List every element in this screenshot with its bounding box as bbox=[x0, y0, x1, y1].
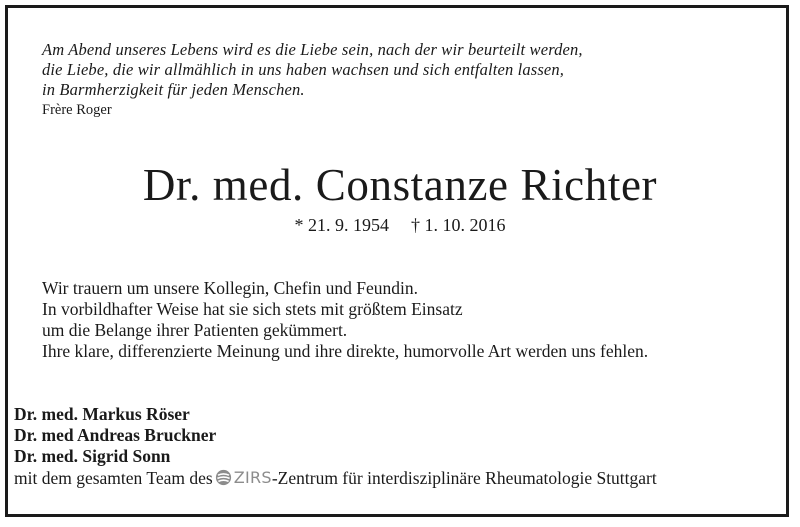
condolence-message bbox=[42, 278, 648, 362]
quote-line: in Barmherzigkeit für jeden Menschen. bbox=[42, 80, 305, 99]
message-line: Ihre klare, differenzierte Meinung und ihre direkte, humorvolle Art werden uns fehlen. bbox=[42, 341, 649, 361]
signer-name: Dr. med. Markus Röser bbox=[14, 404, 190, 424]
quote-line: die Liebe, die wir allmählich in uns haben wachsen und sich entfalten lassen, bbox=[42, 60, 565, 79]
quote-author: Frère Roger bbox=[42, 102, 112, 118]
message-line: Wir trauern um unsere Kollegin, Chefin und Feundin. bbox=[42, 278, 418, 298]
message-line: um die Belange ihrer Patienten gekümmert. bbox=[42, 320, 348, 340]
signers-list bbox=[14, 404, 216, 467]
death-date: † 1. 10. 2016 bbox=[411, 215, 506, 235]
deceased-name: Dr. med. Constanze Richter bbox=[142, 160, 658, 210]
birth-date: * 21. 9. 1954 bbox=[294, 215, 389, 235]
quote bbox=[42, 40, 583, 100]
message-line: In vorbildhafter Weise hat sie sich stets mit größtem Einsatz bbox=[42, 299, 463, 319]
signer-name: Dr. med Andreas Bruckner bbox=[14, 425, 217, 445]
quote-line: Am Abend unseres Lebens wird es die Liebe sein, nach der wir beurteilt werden, bbox=[42, 40, 583, 59]
team-prefix: mit dem gesamten Team des bbox=[14, 468, 213, 488]
zirs-logo bbox=[213, 467, 272, 488]
signer-name: Dr. med. Sigrid Sonn bbox=[14, 446, 171, 466]
zirs-logo-icon bbox=[215, 469, 232, 486]
team-line bbox=[14, 467, 657, 489]
team-suffix: -Zentrum für interdisziplinäre Rheumatologie Stuttgart bbox=[271, 468, 657, 488]
zirs-logo-text: ZIRS bbox=[233, 468, 272, 487]
life-dates bbox=[0, 214, 800, 236]
